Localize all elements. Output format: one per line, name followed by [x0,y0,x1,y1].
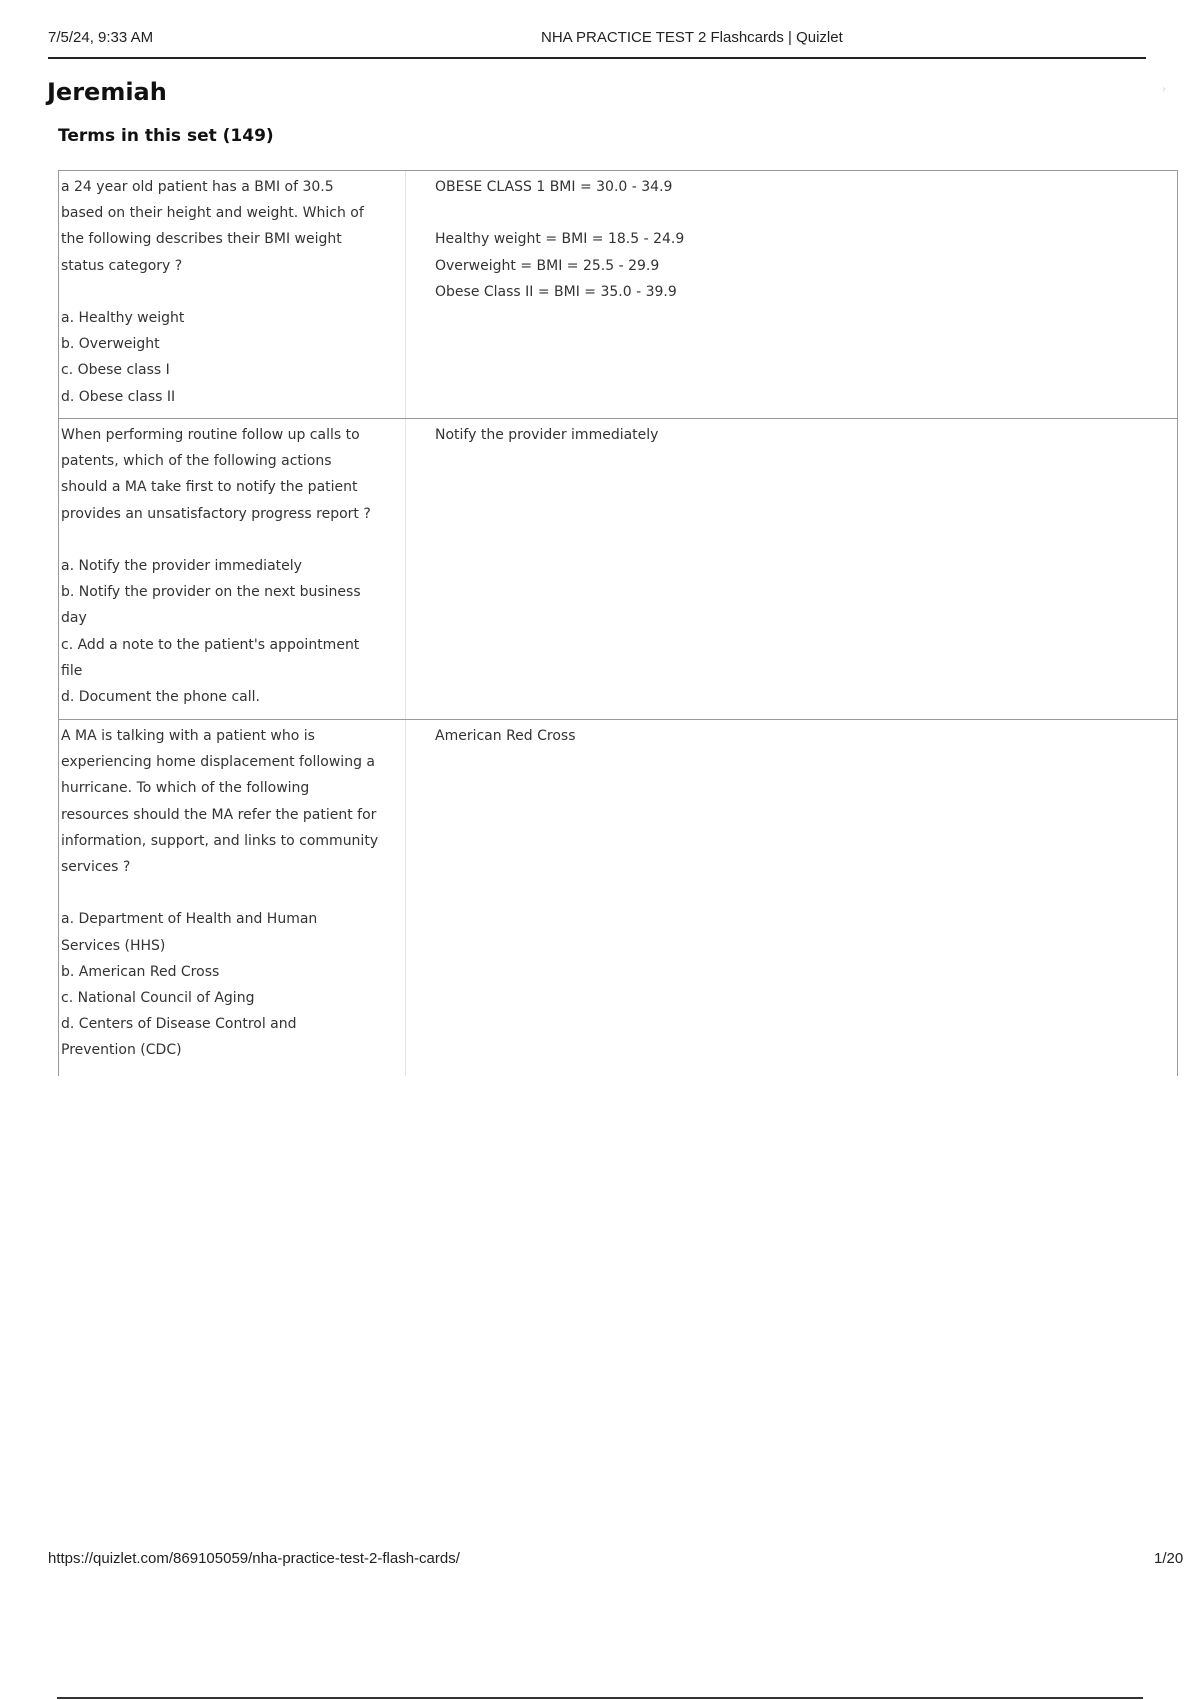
print-page-number: 1/20 [1154,1550,1184,1567]
term-text: a 24 year old patient has a BMI of 30.5 based on their height and weight. Which of the following describes their BMI weight status category ? a. Healthy weight b. Overweight c. Obese class I d. Obese class II [59,171,406,418]
definition-text: Notify the provider immediately [435,427,659,443]
term-row [59,419,1177,720]
print-header [48,29,1146,59]
chevron-right-icon: › [1162,84,1166,95]
term-row [59,720,1177,1076]
bottom-divider [57,1697,1143,1699]
set-owner-name[interactable]: Jeremiah [47,78,167,106]
terms-table [58,170,1178,1076]
term-text: A MA is talking with a patient who is experiencing home displacement following a hurricane. To which of the following resources should the MA refer the patient for information, support, and links to community services ? a. Department of Health and Human Services (HHS) b. American Red Cross c. National Council of Aging d. Centers of Disease Control and Prevention (CDC) [59,720,406,1076]
term-row [59,171,1177,419]
print-url[interactable]: https://quizlet.com/869105059/nha-practice-test-2-flash-cards/ [48,1550,460,1567]
terms-count-heading: Terms in this set (149) [58,126,274,146]
print-page-title: NHA PRACTICE TEST 2 Flashcards | Quizlet [541,29,843,46]
definition-text: OBESE CLASS 1 BMI = 30.0 - 34.9 Healthy weight = BMI = 18.5 - 24.9 Overweight = BMI = 25.5 - 29.9 Obese Class II = BMI = 35.0 - 39.9 [435,179,685,300]
definition-text: American Red Cross [435,728,576,744]
print-datetime: 7/5/24, 9:33 AM [48,29,154,46]
term-text: When performing routine follow up calls to patents, which of the following actions should a MA take first to notify the patient provides an unsatisfactory progress report ? a. Notify the provider immediately b. Notify the provider on the next business day c. Add a note to the patient's appointment file d. Document the phone call. [59,419,406,719]
